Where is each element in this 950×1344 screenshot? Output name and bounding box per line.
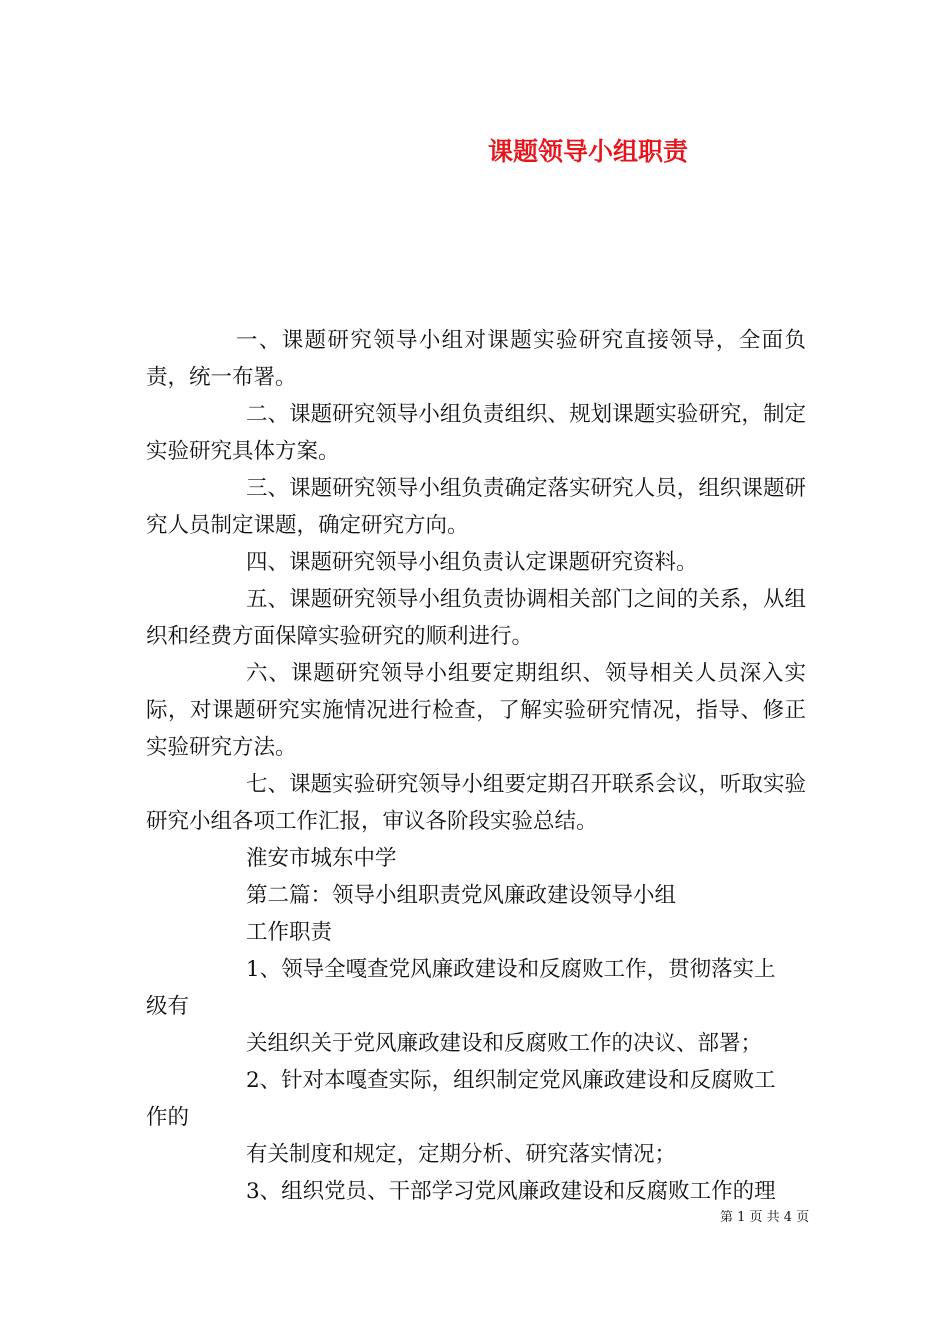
page-footer: 第 1 页 共 4 页 bbox=[720, 1210, 810, 1225]
item-1-line-1: 1、领导全嘎查党风廉政建设和反腐败工作，贯彻落实上 bbox=[246, 957, 776, 982]
page-title: 课题领导小组职责 bbox=[488, 137, 689, 166]
item-2-line-2: 作的 bbox=[146, 1105, 190, 1130]
item-2-line-1: 2、针对本嘎查实际，组织制定党风廉政建设和反腐败工 bbox=[246, 1068, 776, 1093]
paragraph-5: 五、课题研究领导小组负责协调相关部门之间的关系，从组织和经费方面保障实验研究的顺利进行。 bbox=[146, 587, 806, 649]
paragraph-2: 二、课题研究领导小组负责组织、规划课题实验研究，制定实验研究具体方案。 bbox=[146, 402, 806, 464]
second-section-subtitle: 工作职责 bbox=[246, 920, 333, 945]
item-1-line-2: 级有 bbox=[146, 994, 190, 1019]
paragraph-7: 七、课题实验研究领导小组要定期召开联系会议，听取实验研究小组各项工作汇报，审议各阶段实验总结。 bbox=[146, 772, 806, 834]
paragraph-4: 四、课题研究领导小组负责认定课题研究资料。 bbox=[246, 550, 698, 575]
item-2-line-3: 有关制度和规定，定期分析、研究落实情况； bbox=[246, 1142, 677, 1167]
item-3-line-1: 3、组织党员、干部学习党风廉政建设和反腐败工作的理 bbox=[246, 1179, 776, 1204]
second-section-title: 第二篇：领导小组职责党风廉政建设领导小组 bbox=[246, 883, 677, 908]
paragraph-6: 六、课题研究领导小组要定期组织、领导相关人员深入实际，对课题研究实施情况进行检查，了解实验研究情况，指导、修正实验研究方法。 bbox=[146, 661, 806, 760]
school-name: 淮安市城东中学 bbox=[246, 846, 397, 871]
paragraph-3: 三、课题研究领导小组负责确定落实研究人员，组织课题研究人员制定课题，确定研究方向。 bbox=[146, 476, 806, 538]
document-body bbox=[146, 322, 806, 1210]
item-1-line-3: 关组织关于党风廉政建设和反腐败工作的决议、部署； bbox=[246, 1031, 763, 1056]
paragraph-1: 一、课题研究领导小组对课题实验研究直接领导，全面负责，统一布署。 bbox=[146, 328, 806, 390]
